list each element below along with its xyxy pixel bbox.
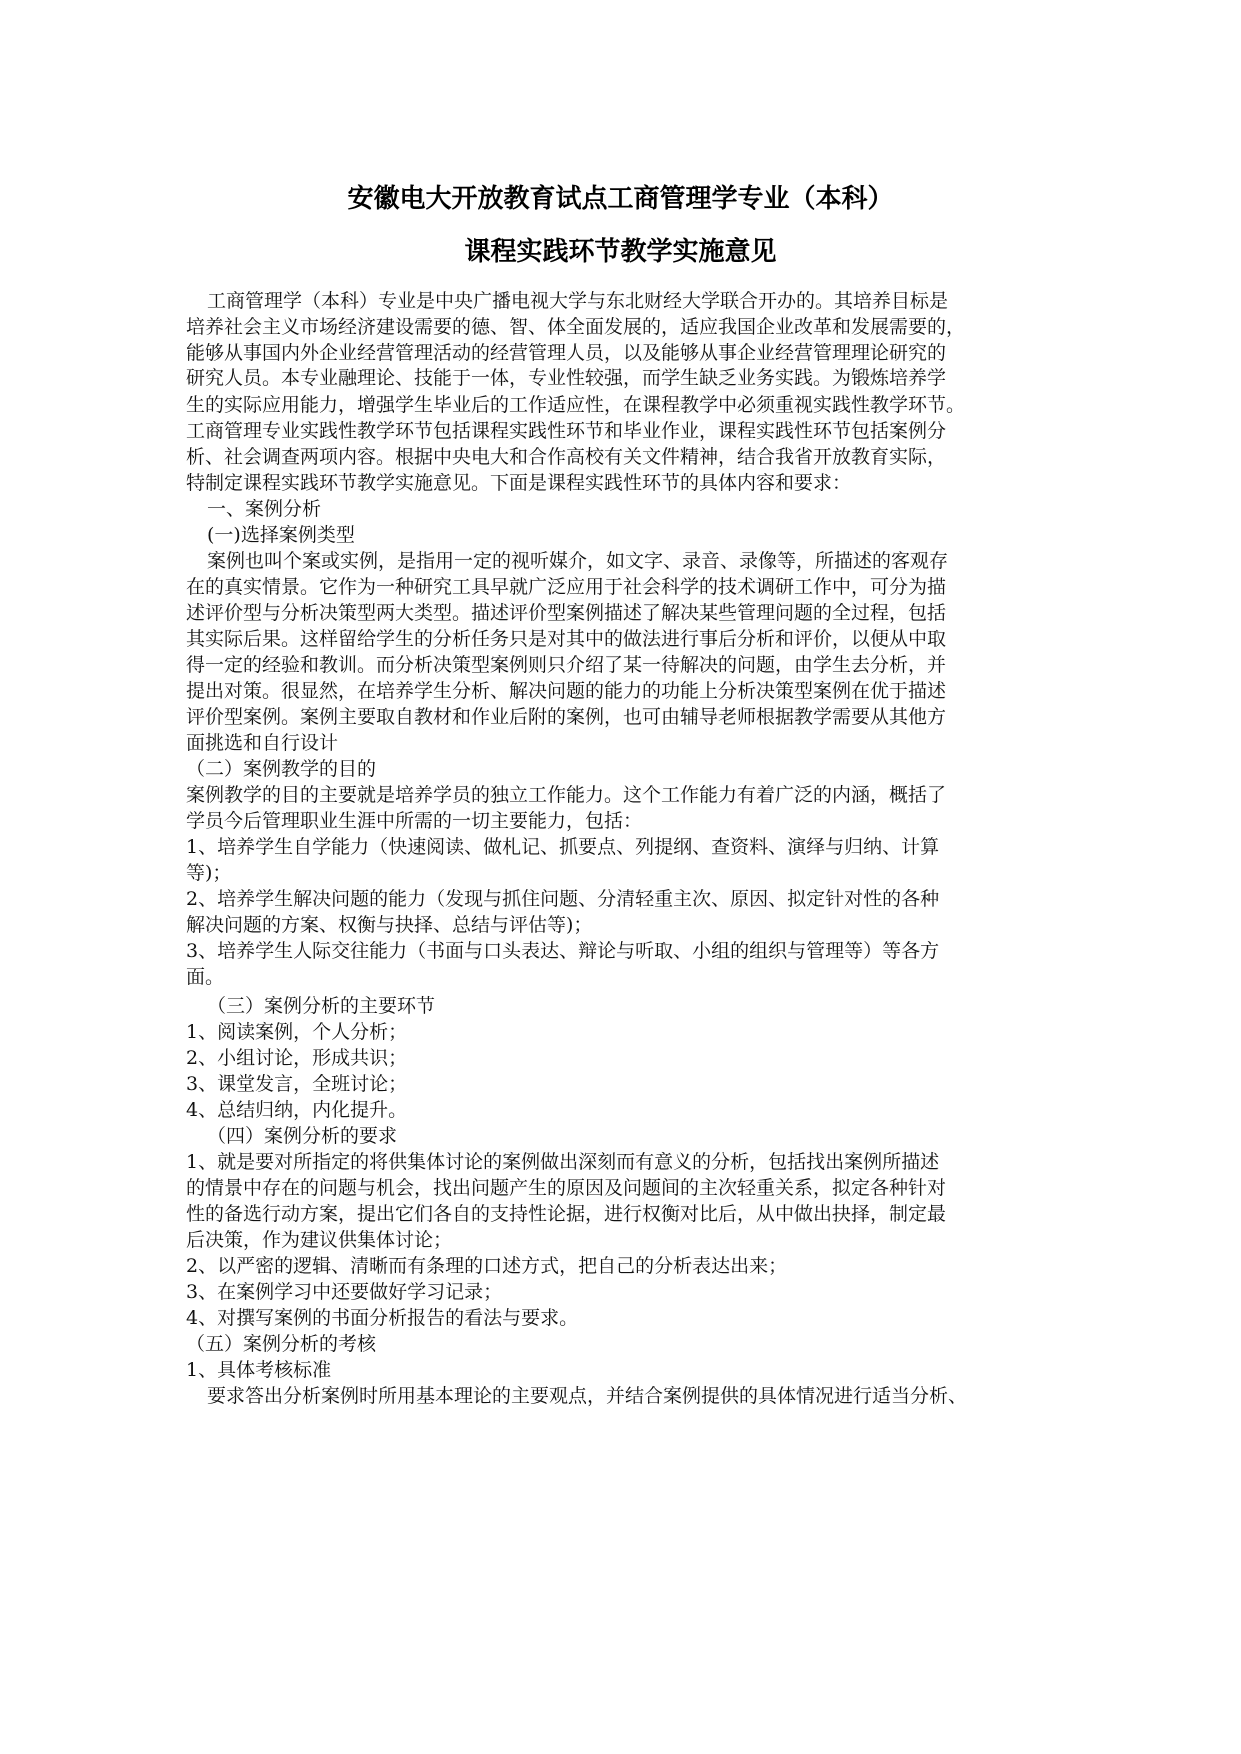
- text-line: 其实际后果。这样留给学生的分析任务只是对其中的做法进行事后分析和评价，以便从中取: [186, 628, 947, 650]
- text-line: 3、培养学生人际交往能力（书面与口头表达、辩论与听取、小组的组织与管理等）等各方: [186, 940, 940, 962]
- text-line: 的情景中存在的问题与机会，找出问题产生的原因及问题间的主次轻重关系，拟定各种针对: [186, 1177, 947, 1199]
- text-line: 3、在案例学习中还要做好学习记录；: [186, 1281, 503, 1303]
- text-line: 提出对策。很显然，在培养学生分析、解决问题的能力的功能上分析决策型案例在优于描述: [186, 680, 947, 702]
- document-title: 安徽电大开放教育试点工商管理学专业（本科）: [347, 184, 894, 214]
- text-line: 培养社会主义市场经济建设需要的德、智、体全面发展的，适应我国企业改革和发展需要的，: [186, 316, 966, 338]
- text-line: 工商管理专业实践性教学环节包括课程实践性环节和毕业作业，课程实践性环节包括案例分: [186, 420, 947, 442]
- text-line: 2、培养学生解决问题的能力（发现与抓住问题、分清轻重主次、原因、拟定针对性的各种: [186, 888, 940, 910]
- text-line: 述评价型与分析决策型两大类型。描述评价型案例描述了解决某些管理问题的全过程，包括: [186, 602, 947, 624]
- text-line: 案例也叫个案或实例，是指用一定的视听媒介，如文字、录音、录像等，所描述的客观存: [207, 550, 949, 572]
- subsection-heading: （二）案例教学的目的: [186, 758, 377, 780]
- text-line: 1、就是要对所指定的将供集体讨论的案例做出深刻而有意义的分析，包括找出案例所描述: [186, 1151, 940, 1173]
- text-line: 1、阅读案例，个人分析；: [186, 1021, 408, 1043]
- text-line: 等)；: [186, 862, 232, 884]
- text-line: 3、课堂发言，全班讨论；: [186, 1073, 408, 1095]
- text-line: 学员今后管理职业生涯中所需的一切主要能力，包括：: [186, 810, 643, 832]
- text-line: 解决问题的方案、权衡与抉择、总结与评估等)；: [186, 914, 593, 936]
- text-line: 能够从事国内外企业经营管理活动的经营管理人员，以及能够从事企业经营管理理论研究的: [186, 342, 947, 364]
- text-line: 4、对撰写案例的书面分析报告的看法与要求。: [186, 1307, 579, 1329]
- text-line: 2、以严密的逻辑、清晰而有条理的口述方式，把自己的分析表达出来；: [186, 1255, 788, 1277]
- text-line: 在的真实情景。它作为一种研究工具早就广泛应用于社会科学的技术调研工作中，可分为描: [186, 576, 947, 598]
- text-line: 面挑选和自行设计: [186, 732, 339, 754]
- subsection-heading: （五）案例分析的考核: [186, 1333, 377, 1355]
- text-line: 析、社会调查两项内容。根据中央电大和合作高校有关文件精神，结合我省开放教育实际，: [186, 446, 947, 468]
- subsection-heading: （三）案例分析的主要环节: [207, 995, 436, 1017]
- text-line: 得一定的经验和教训。而分析决策型案例则只介绍了某一待解决的问题，由学生去分析，并: [186, 654, 947, 676]
- subsection-heading: （四）案例分析的要求: [207, 1125, 398, 1147]
- text-line: 研究人员。本专业融理论、技能于一体，专业性较强，而学生缺乏业务实践。为锻炼培养学: [186, 367, 947, 389]
- text-line: 特制定课程实践环节教学实施意见。下面是课程实践性环节的具体内容和要求：: [186, 472, 852, 494]
- text-line: 面。: [186, 966, 225, 988]
- section-heading: 一、案例分析: [207, 498, 322, 520]
- text-line: 评价型案例。案例主要取自教材和作业后附的案例，也可由辅导老师根据教学需要从其他方: [186, 706, 947, 728]
- text-line: 后决策，作为建议供集体讨论；: [186, 1229, 453, 1251]
- text-line: 1、具体考核标准: [186, 1359, 332, 1381]
- text-line: 生的实际应用能力，增强学生毕业后的工作适应性，在课程教学中必须重视实践性教学环节。: [186, 394, 966, 416]
- document-subtitle: 课程实践环节教学实施意见: [464, 237, 777, 267]
- text-line: 要求答出分析案例时所用基本理论的主要观点，并结合案例提供的具体情况进行适当分析、: [207, 1385, 968, 1407]
- text-line: 2、小组讨论，形成共识；: [186, 1047, 408, 1069]
- text-line: 工商管理学（本科）专业是中央广播电视大学与东北财经大学联合开办的。其培养目标是: [207, 290, 949, 312]
- text-line: 4、总结归纳，内化提升。: [186, 1099, 408, 1121]
- text-line: 性的备选行动方案，提出它们各自的支持性论据，进行权衡对比后，从中做出抉择，制定最: [186, 1203, 947, 1225]
- subsection-heading: (一)选择案例类型: [207, 524, 355, 546]
- text-line: 案例教学的目的主要就是培养学员的独立工作能力。这个工作能力有着广泛的内涵，概括了: [186, 784, 947, 806]
- text-line: 1、培养学生自学能力（快速阅读、做札记、抓要点、列提纲、查资料、演绎与归纳、计算: [186, 836, 940, 858]
